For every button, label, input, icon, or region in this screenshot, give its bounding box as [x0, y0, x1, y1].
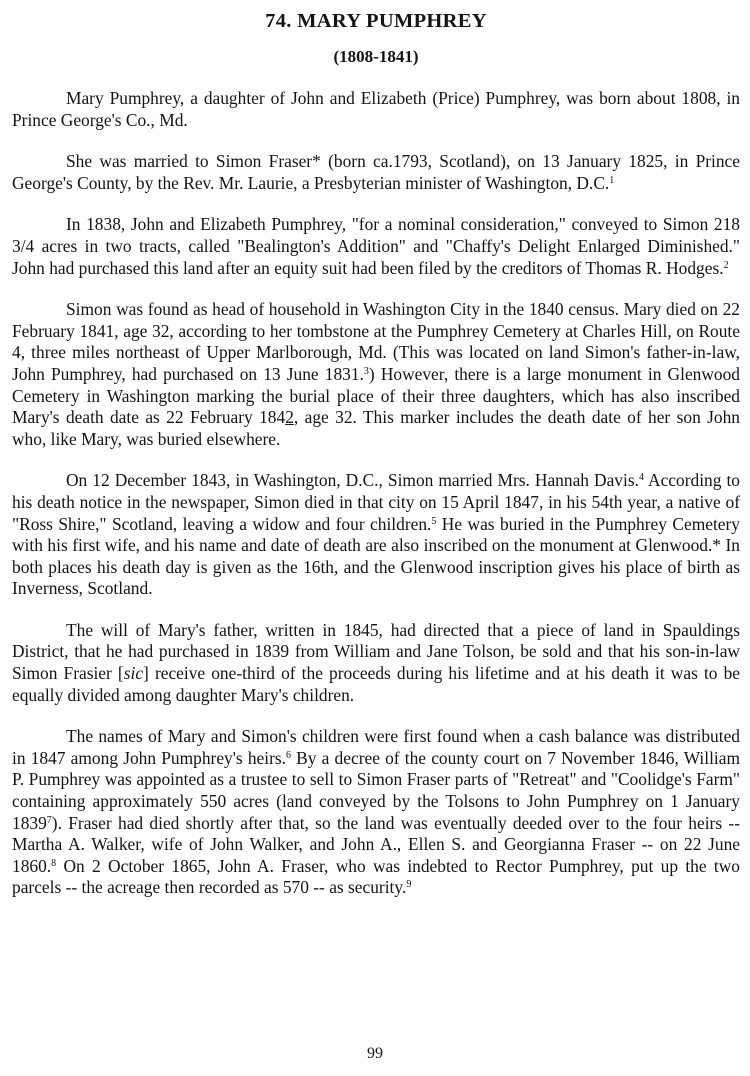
- chapter-title: 74. MARY PUMPHREY: [265, 10, 487, 32]
- paragraph-text: , age 32. This marker includes the death date of her son John who, like Mary, was buried elsewhere.: [12, 407, 740, 449]
- footnote-ref: 4: [638, 472, 644, 484]
- footnote-ref: 3: [363, 365, 369, 377]
- paragraph-text: ). Fraser had died shortly after that, so the land was eventually deeded over to the four heirs -- Martha A. Walker, wife of John Walker, and John A., Ellen S. and Georgianna Fraser -- on 22 June 1860.: [12, 812, 740, 876]
- footnote-ref: 5: [431, 515, 437, 527]
- document-page: [12, 8, 740, 899]
- paragraph-children: [12, 726, 740, 899]
- paragraph-text: Simon was found as head of household in Washington City in the 1840 census. Mary died on 22 February 1841, age 32, according to her tombstone at the Pumphrey Cemetery at Charles Hill, on Route 4, three miles northeast of Upper Marlborough, Md. (This was located on land Simon's father-in-law, John Pumphrey, had purchased on 13 June 1831.: [12, 299, 740, 384]
- paragraph-remarriage: [12, 470, 740, 600]
- paragraph-text: The names of Mary and Simon's children were first found when a cash balance was distributed in 1847 among John Pumphrey's heirs.: [12, 726, 740, 768]
- paragraph-will: [12, 620, 740, 706]
- paragraph-land-conveyance: [12, 214, 740, 279]
- sic-italic: sic: [123, 663, 144, 684]
- paragraph-birth: [12, 88, 740, 131]
- paragraph-text: She was married to Simon Fraser* (born ca.1793, Scotland), on 13 January 1825, in Prince George's County, by the Rev. Mr. Laurie, a Presbyterian minister of Washington, D.C.: [12, 151, 740, 193]
- paragraph-text: The will of Mary's father, written in 1845, had directed that a piece of land in Spauldings District, that he had purchased in 1839 from William and Jane Tolson, be sold and that his son-in-law Simon Frasier [: [12, 619, 740, 684]
- page-number: 99: [367, 1045, 383, 1062]
- footnote-ref: 9: [406, 879, 412, 891]
- paragraph-text: In 1838, John and Elizabeth Pumphrey, "for a nominal consideration," conveyed to Simon 218 3/4 acres in two tracts, called "Bealington's Addition" and "Chaffy's Delight Enlarged Diminished." John had purchased this land after an equity suit had been filed by the creditors of Thomas R. Hodges.: [12, 214, 740, 278]
- footnote-ref: 1: [609, 174, 615, 186]
- paragraph-text: ) However, there is a large monument in Glenwood Cemetery in Washington marking the burial place of their three daughters, which has also inscribed Mary's death date as 22 February 184: [12, 363, 741, 428]
- paragraph-text: He was buried in the Pumphrey Cemetery with his first wife, and his name and date of death are also inscribed on the monument at Glenwood.* In both places his death day is given as the 16th, and the Glenwood inscription gives his place of birth as Inverness, Scotland.: [12, 513, 740, 599]
- paragraph-text: According to his death notice in the newspaper, Simon died in that city on 15 April 1847, in his 54th year, a native of "Ross Shire," Scotland, leaving a widow and four children.: [12, 470, 740, 534]
- paragraph-death: [12, 299, 740, 450]
- footnote-ref: 6: [285, 749, 291, 761]
- footnote-ref: 8: [51, 857, 57, 869]
- footnote-ref: 7: [46, 814, 52, 826]
- paragraph-text: By a decree of the county court on 7 November 1846, William P. Pumphrey was appointed as a trustee to sell to Simon Fraser parts of "Retreat" and "Coolidge's Farm" containing approximately 550 acres (land conveyed by the Tolsons to John Pumphrey on 1 January 1839: [12, 747, 740, 833]
- life-dates: (1808-1841): [333, 47, 419, 66]
- paragraph-text: ] receive one-third of the proceeds during his lifetime and at his death it was to be equally divided among daughter Mary's children.: [12, 663, 741, 705]
- footnote-ref: 2: [723, 259, 729, 271]
- underlined-digit: 2: [285, 407, 294, 428]
- paragraph-text: On 12 December 1843, in Washington, D.C., Simon married Mrs. Hannah Davis.: [66, 470, 639, 491]
- paragraph-marriage: [12, 151, 740, 194]
- paragraph-text: On 2 October 1865, John A. Fraser, who was indebted to Rector Pumphrey, put up the two parcels -- the acreage then recorded as 570 -- as security.: [12, 855, 740, 898]
- paragraph-text: Mary Pumphrey, a daughter of John and Elizabeth (Price) Pumphrey, was born about 1808, in Prince George's Co., Md.: [12, 88, 740, 130]
